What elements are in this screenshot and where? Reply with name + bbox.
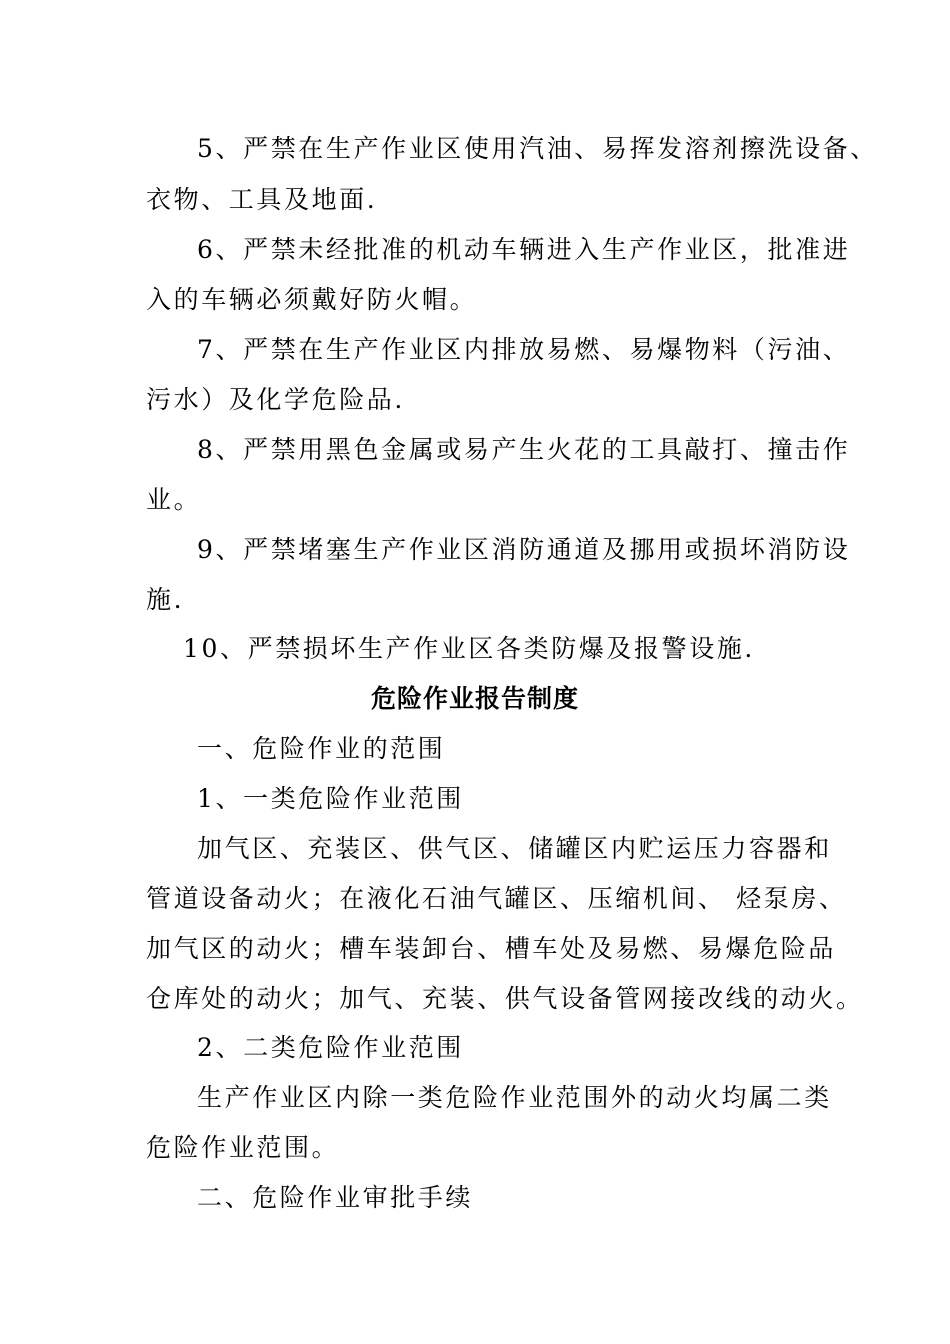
section-one-heading: 一、危险作业的范围 xyxy=(197,734,446,763)
rule-9-line-2: 施. xyxy=(146,585,185,614)
class-two-heading: 2、二类危险作业范围 xyxy=(197,1033,464,1062)
class-one-line-3: 加气区的动火；槽车装卸台、槽车处及易燃、易爆危险品 xyxy=(146,934,837,963)
class-one-line-1: 加气区、充装区、供气区、储罐区内贮运压力容器和 xyxy=(197,834,832,863)
rule-9-line-1: 9、严禁堵塞生产作业区消防通道及挪用或损坏消防设 xyxy=(197,535,851,564)
class-one-line-2: 管道设备动火；在液化石油气罐区、压缩机间、 烃泵房、 xyxy=(146,884,847,913)
section-two-heading: 二、危险作业审批手续 xyxy=(197,1183,474,1212)
class-two-line-1: 生产作业区内除一类危险作业范围外的动火均属二类 xyxy=(197,1083,832,1112)
rule-8-line-2: 业。 xyxy=(146,485,202,514)
rule-6-line-1: 6、严禁未经批准的机动车辆进入生产作业区，批准进 xyxy=(197,235,851,264)
class-two-line-2: 危险作业范围。 xyxy=(146,1133,340,1162)
class-one-line-4: 仓库处的动火；加气、充装、供气设备管网接改线的动火。 xyxy=(146,984,864,1013)
rule-8-line-1: 8、严禁用黑色金属或易产生火花的工具敲打、撞击作 xyxy=(197,435,851,464)
section-title: 危险作业报告制度 xyxy=(370,684,579,713)
rule-7-line-2: 污水）及化学危险品. xyxy=(146,385,405,414)
rule-5-line-1: 5、严禁在生产作业区使用汽油、易挥发溶剂擦洗设备、 xyxy=(197,134,878,163)
class-one-heading: 1、一类危险作业范围 xyxy=(197,784,464,813)
rule-10-line-1: 10、严禁损坏生产作业区各类防爆及报警设施. xyxy=(183,634,755,663)
rule-6-line-2: 入的车辆必须戴好防火帽。 xyxy=(146,285,478,314)
rule-5-line-2: 衣物、工具及地面. xyxy=(146,185,378,214)
rule-7-line-1: 7、严禁在生产作业区内排放易燃、易爆物料（污油、 xyxy=(197,335,851,364)
